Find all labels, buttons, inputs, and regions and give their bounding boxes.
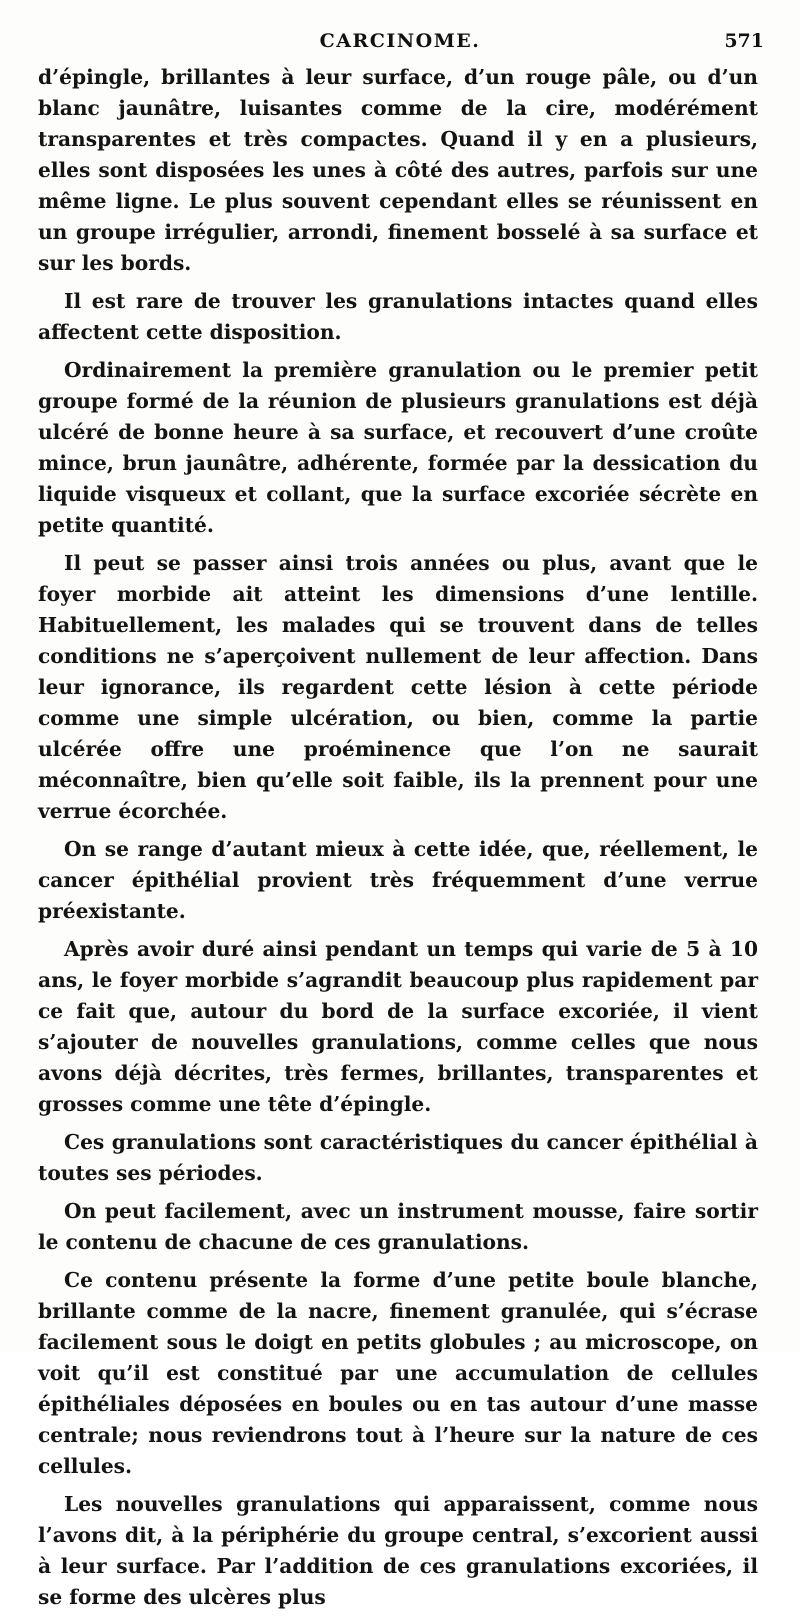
paragraph-6: Après avoir duré ainsi pendant un temps qui varie de 5 à 10 ans, le foyer morbide s’agrandit beaucoup plus rapidement par ce fait que, autour du bord de la surface excoriée, il vient s’ajouter de nouvelles granulations, comme celles que nous avons déjà décrites, très fermes, brillantes, transparentes et grosses comme une tête d’épingle. [38,937,758,1116]
paragraph-1: d’épingle, brillantes à leur surface, d’un rouge pâle, ou d’un blanc jaunâtre, luisantes comme de la cire, modérément transparentes et très compactes. Quand il y en a plusieurs, elles sont disposées les unes à côté des autres, parfois sur une même ligne. Le plus souvent cependant elles se réunissent en un groupe irrégulier, arrondi, finement bosselé à sa surface et sur les bords. [38,65,758,275]
paragraph-9: Ce contenu présente la forme d’une petite boule blanche, brillante comme de la nacre, finement granulée, qui s’écrase facilement sous le doigt en petits globules ; au microscope, on voit qu’il est constitué par une accumulation de cellules épithéliales déposées en boules ou en tas autour d’une masse centrale; nous reviendrons tout à l’heure sur la nature de ces cellules. [38,1268,758,1478]
running-title: CARCINOME. [319,30,481,52]
paragraph-4: Il peut se passer ainsi trois années ou plus, avant que le foyer morbide ait atteint les dimensions d’une lentille. Habituellement, les malades qui se trouvent dans de telles conditions ne s’aperçoivent nullement de leur affection. Dans leur ignorance, ils regardent cette lésion à cette période comme une simple ulcération, ou bien, comme la partie ulcérée offre une proéminence que l’on ne saurait méconnaître, bien qu’elle soit faible, ils la prennent pour une verrue écorchée. [38,551,758,823]
body-text [38,62,758,1620]
paragraph-3: Ordinairement la première granulation ou le premier petit groupe formé de la réunion de plusieurs granulations est déjà ulcéré de bonne heure à sa surface, et recouvert d’une croûte mince, brun jaunâtre, adhérente, formée par la dessication du liquide visqueux et collant, que la surface excoriée sécrète en petite quantité. [38,358,758,537]
paragraph-5: On se range d’autant mieux à cette idée, que, réellement, le cancer épithélial provient très fréquemment d’une verrue préexistante. [38,837,758,923]
paragraph-2: Il est rare de trouver les granulations intactes quand elles affectent cette disposition. [38,289,758,344]
paragraph-7: Ces granulations sont caractéristiques du cancer épithélial à toutes ses périodes. [38,1130,758,1185]
paragraph-8: On peut facilement, avec un instrument mousse, faire sortir le contenu de chacune de ces granulations. [38,1199,758,1254]
paragraph-10: Les nouvelles granulations qui apparaissent, comme nous l’avons dit, à la périphérie du groupe central, s’excorient aussi à leur surface. Par l’addition de ces granulations excoriées, il se forme des ulcères plus [38,1492,758,1609]
running-head [0,30,800,58]
page-number: 571 [724,30,764,52]
